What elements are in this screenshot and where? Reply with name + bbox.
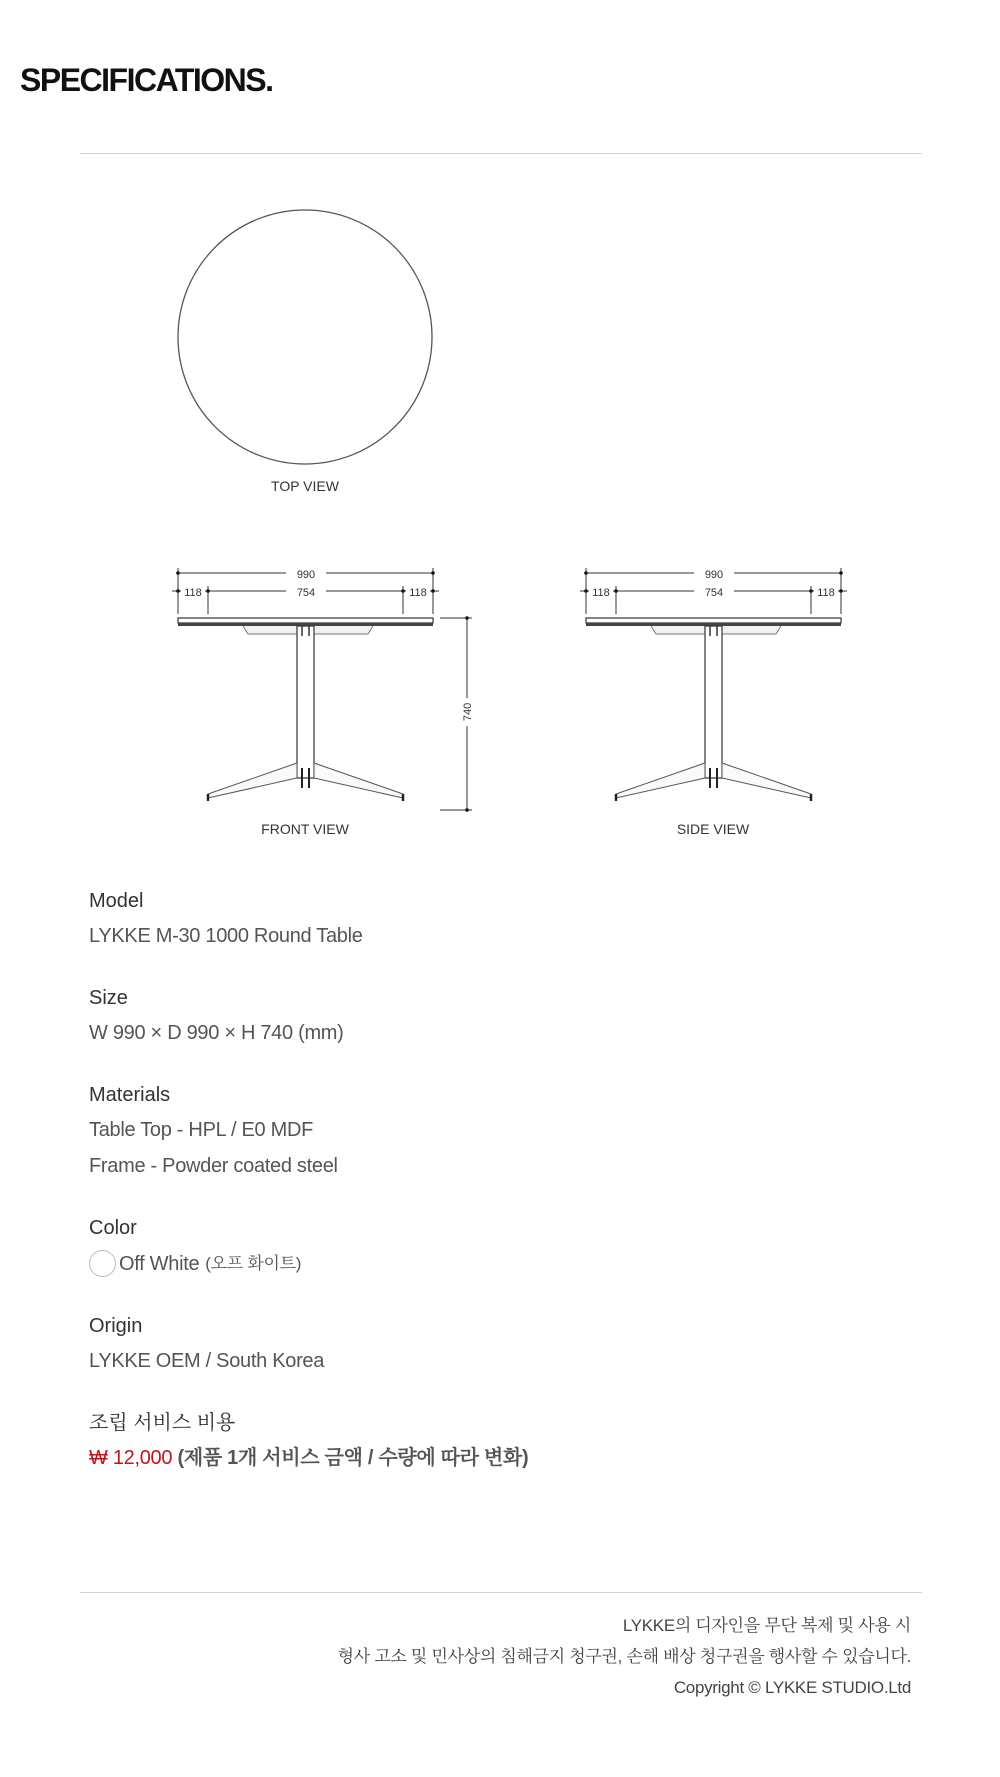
spec-list: [89, 888, 909, 1507]
color-swatch: [89, 1250, 116, 1277]
spec-label: Origin: [89, 1315, 143, 1337]
footer-line-2: 형사 고소 및 민사상의 침해금지 청구권, 손해 배상 청구권을 행사할 수 있습니다.: [337, 1647, 911, 1666]
side-dim-width: 990: [704, 569, 724, 581]
spec-label: Materials: [89, 1084, 171, 1106]
spec-model: [89, 888, 909, 949]
front-dim-right: 118: [409, 587, 427, 599]
footer-line-1: LYKKE의 디자인을 무단 복제 및 사용 시: [622, 1616, 911, 1635]
color-name: Off White: [119, 1252, 200, 1275]
side-view-table: [580, 565, 847, 801]
spec-size: [89, 985, 909, 1046]
technical-drawing: [0, 0, 1000, 860]
spec-value: LYKKE OEM / South Korea: [89, 1350, 325, 1372]
spec-color: [89, 1215, 909, 1277]
front-dim-left: 118: [184, 587, 202, 599]
side-dim-right: 118: [817, 587, 835, 599]
side-dim-left: 118: [592, 587, 610, 599]
copyright-notice: [338, 1615, 911, 1708]
service-price-note: (제품 1개 서비스 금액 / 수량에 따라 변화): [177, 1447, 529, 1469]
bottom-divider: [80, 1592, 922, 1593]
spec-value: W 990 × D 990 × H 740 (mm): [89, 1022, 344, 1044]
spec-label: 조립 서비스 비용: [89, 1412, 236, 1434]
top-view-label: TOP VIEW: [271, 478, 339, 494]
front-view-table: [172, 565, 474, 812]
front-dim-height: 740: [462, 702, 474, 722]
front-dim-width: 990: [296, 569, 316, 581]
spec-label: Model: [89, 890, 144, 912]
spec-value: LYKKE M-30 1000 Round Table: [89, 925, 363, 947]
page-title: SPECIFICATIONS.: [20, 62, 273, 98]
spec-value: Table Top - HPL / E0 MDF: [89, 1119, 314, 1141]
service-price: ₩ 12,000: [89, 1447, 173, 1469]
color-name-korean: (오프 화이트): [205, 1253, 302, 1273]
side-view-label: SIDE VIEW: [676, 821, 750, 837]
spec-assembly-service: [89, 1410, 909, 1471]
spec-materials: [89, 1082, 909, 1179]
front-view-label: FRONT VIEW: [261, 821, 349, 837]
side-dim-inner: 754: [704, 587, 724, 599]
spec-label: Color: [89, 1217, 137, 1239]
spec-label: Size: [89, 987, 128, 1009]
spec-value: Frame - Powder coated steel: [89, 1155, 338, 1177]
service-price-row: [89, 1445, 909, 1471]
top-view-circle: [178, 210, 432, 464]
spec-origin: [89, 1313, 909, 1374]
footer-copyright: Copyright © LYKKE STUDIO.Ltd: [673, 1678, 911, 1697]
color-option: [89, 1250, 909, 1277]
front-dim-inner: 754: [296, 587, 316, 599]
